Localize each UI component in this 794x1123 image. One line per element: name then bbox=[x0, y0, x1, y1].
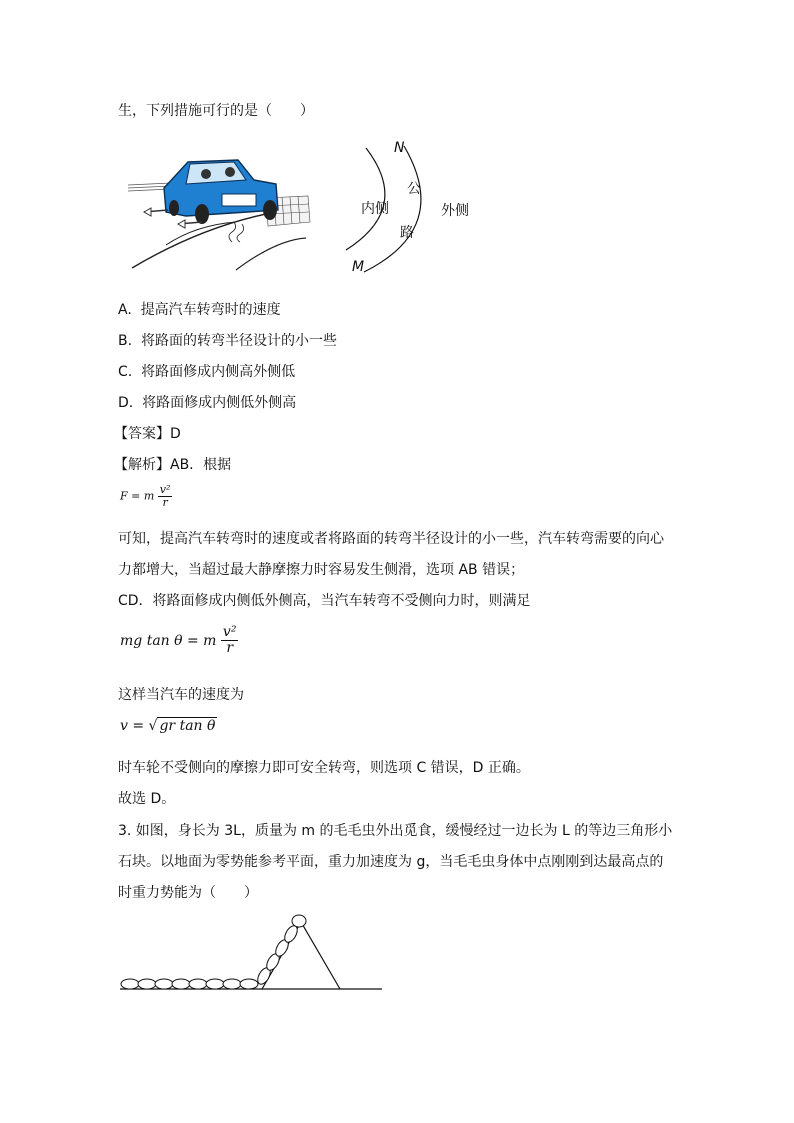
road-label-1: 公 bbox=[407, 181, 421, 197]
formula-centripetal-force bbox=[120, 484, 172, 509]
paragraph-2: CD．将路面修成内侧低外侧高，当汽车转弯不受侧向力时，则满足 bbox=[118, 593, 531, 609]
formula3-radicand: gr tan θ bbox=[159, 718, 216, 734]
point-n-label: N bbox=[394, 140, 405, 156]
formula2-numerator: v² bbox=[222, 624, 237, 640]
formula-banked-curve bbox=[120, 625, 238, 657]
point-m-label: M bbox=[352, 259, 365, 275]
answer-value: D bbox=[170, 426, 181, 442]
inner-side-label: 内侧 bbox=[361, 201, 389, 217]
conclusion: 故选 D。 bbox=[118, 791, 176, 807]
road-label-2: 路 bbox=[400, 225, 414, 241]
analysis-intro: AB．根据 bbox=[170, 457, 232, 473]
formula-speed bbox=[120, 718, 217, 734]
option-text: 将路面的转弯半径设计的小一些 bbox=[140, 333, 337, 349]
question3-line-2: 石块。以地面为零势能参考平面，重力加速度为 g，当毛毛虫身体中点刚刚到达最高点的 bbox=[118, 854, 664, 870]
paragraph-3: 这样当汽车的速度为 bbox=[118, 687, 244, 703]
option-c bbox=[118, 362, 295, 382]
question3-line-1: 3. 如图，身长为 3L，质量为 m 的毛毛虫外出觅食，缓慢经过一边长为 L 的等边三角形小 bbox=[118, 823, 673, 839]
option-b bbox=[118, 331, 337, 351]
option-letter: B. bbox=[118, 333, 133, 349]
caterpillar-triangle-figure bbox=[118, 910, 384, 994]
paragraph-1-line-1: 可知，提高汽车转弯时的速度或者将路面的转弯半径设计的小一些，汽车转弯需要的向心 bbox=[118, 531, 664, 547]
question3-line-3: 时重力势能为（ ） bbox=[118, 885, 258, 901]
sqrt-sign: √ bbox=[148, 718, 158, 734]
option-letter: A. bbox=[118, 302, 132, 318]
option-text: 将路面修成内侧低外侧高 bbox=[142, 395, 297, 411]
formula2-lhs: mg tan θ = m bbox=[120, 632, 217, 649]
formula1-numerator: v² bbox=[159, 483, 171, 496]
answer-line bbox=[114, 424, 181, 444]
analysis-line bbox=[114, 455, 231, 475]
outer-side-label: 外侧 bbox=[441, 203, 469, 219]
answer-tag: 【答案】 bbox=[114, 426, 170, 442]
formula2-denominator: r bbox=[226, 640, 234, 657]
option-letter: D. bbox=[118, 395, 134, 411]
question-stem-tail: 生，下列措施可行的是（ ） bbox=[118, 103, 314, 119]
option-text: 将路面修成内侧高外侧低 bbox=[141, 364, 296, 380]
paragraph-1-line-2: 力都增大，当超过最大静摩擦力时容易发生侧滑，选项 AB 错误； bbox=[118, 562, 525, 578]
option-text: 提高汽车转弯时的速度 bbox=[140, 302, 281, 318]
option-a bbox=[118, 300, 281, 320]
paragraph-4: 时车轮不受侧向的摩擦力即可安全转弯，则选项 C 错误，D 正确。 bbox=[118, 760, 530, 776]
formula1-lhs: F = m bbox=[120, 489, 155, 503]
option-d bbox=[118, 393, 296, 413]
option-letter: C. bbox=[118, 364, 133, 380]
formula1-denominator: r bbox=[162, 496, 168, 510]
car-skidding-illustration bbox=[126, 150, 312, 272]
formula3-lhs: v = bbox=[120, 718, 145, 734]
analysis-tag: 【解析】 bbox=[114, 457, 170, 473]
